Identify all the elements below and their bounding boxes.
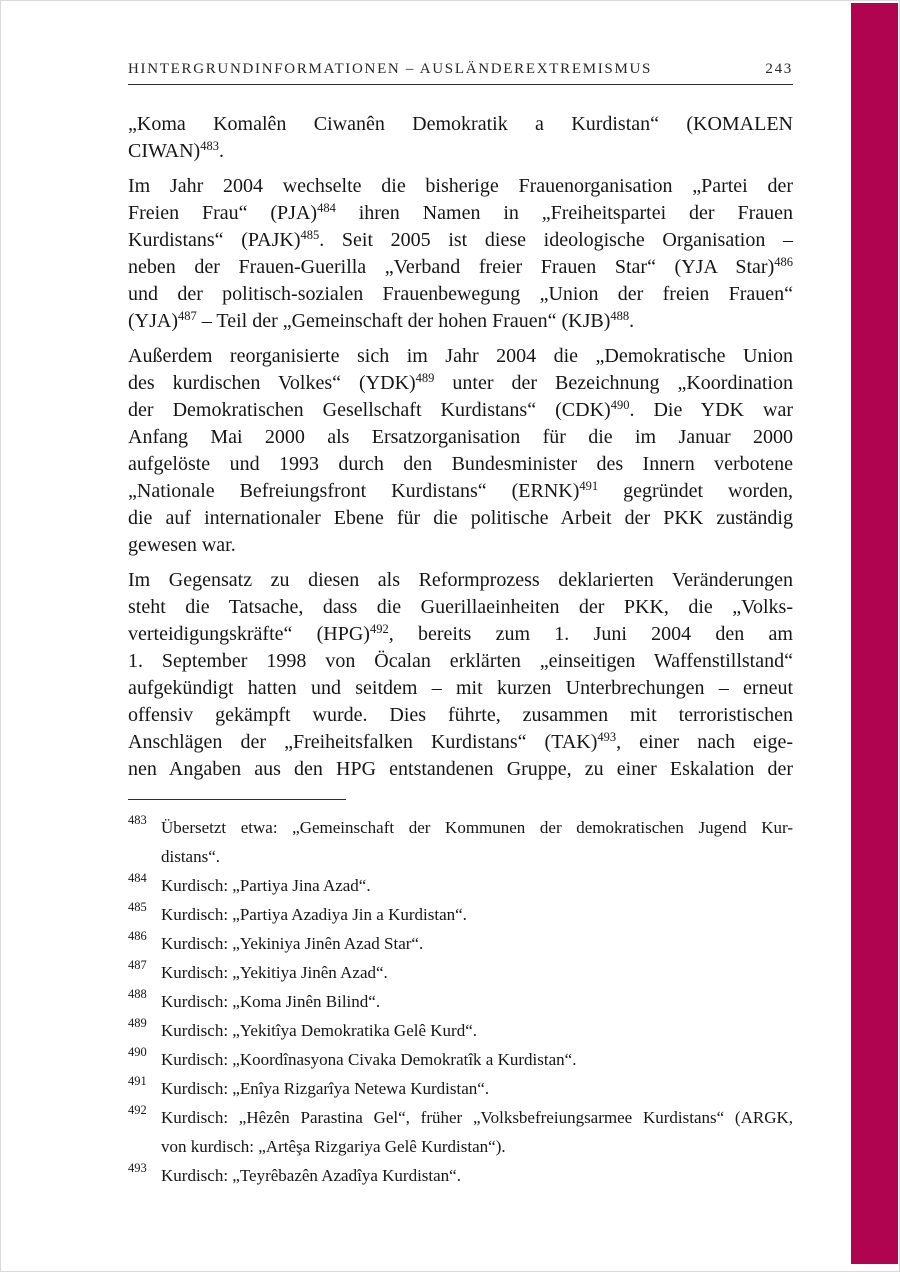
body-line: offensiv gekämpft wurde. Dies führte, zusammen mit terroristischen (128, 704, 793, 726)
footnote-ref: 491 (579, 479, 599, 493)
footnote-number: 485 (128, 900, 147, 914)
body-line: nen Angaben aus den HPG entstandenen Gruppe, zu einer Eskalation der (128, 758, 793, 780)
body-line: des kurdischen Volkes“ (YDK)$^{489}$ unter der Bezeichnung „Koordination (128, 371, 793, 394)
footnote-ref: 492 (369, 622, 389, 636)
body-line: und der politisch-sozialen Frauenbewegung „Union der freien Frauen“ (128, 283, 793, 305)
footnote-number: 493 (128, 1161, 147, 1175)
running-header (128, 61, 793, 85)
footnote-text: Kurdisch: „Partiya Azadiya Jin a Kurdistan“. (161, 905, 467, 924)
body-line: neben der Frauen-Guerilla „Verband freier Frauen Star“ (YJA Star)$^{486}$ (128, 255, 793, 278)
footnote-text: von kurdisch: „Artêşa Rizgariya Gelê Kurdistan“). (161, 1137, 506, 1156)
footnote-text: Kurdisch: „Hêzên Parastina Gel“, früher „Volksbefreiungsarmee Kurdistans“ (ARGK, (161, 1108, 793, 1127)
body-line: Kurdistans“ (PAJK)$^{485}$. Seit 2005 ist diese ideologische Organisation – (128, 228, 793, 251)
body-line: CIWAN)$^{483}$. (128, 139, 224, 162)
footnote-ref: 489 (415, 371, 435, 385)
body-line: Außerdem reorganisierte sich im Jahr 2004 die „Demokratische Union (128, 345, 793, 367)
footnote-ref: 483 (200, 139, 219, 153)
footnote-item (128, 1045, 793, 1074)
footnote-number: 489 (128, 1016, 147, 1030)
footnote-number: 491 (128, 1074, 147, 1088)
body-line: aufgekündigt hatten und seitdem – mit kurzen Unterbrechungen – erneut (128, 677, 793, 699)
footnote-text: distans“. (161, 847, 221, 866)
body-line: aufgelöste und 1993 durch den Bundesminister des Innern verbotene (128, 453, 793, 475)
body-line: „Nationale Befreiungsfront Kurdistans“ (ERNK)$^{491}$ gegründet worden, (128, 479, 794, 502)
body-line: Im Jahr 2004 wechselte die bisherige Frauenorganisation „Partei der (128, 175, 793, 197)
footnote-item (128, 929, 793, 958)
body-line: gewesen war. (128, 534, 236, 556)
footnote-item (128, 871, 793, 900)
footnote-text: Kurdisch: „Teyrêbazên Azadîya Kurdistan“. (161, 1166, 461, 1185)
body-line: steht die Tatsache, dass die Guerillaeinheiten der PKK, die „Volks- (128, 596, 793, 618)
footnote-item (128, 813, 793, 871)
body-line: (YJA)$^{487}$ – Teil der „Gemeinschaft der hohen Frauen“ (KJB)$^{488}$. (128, 309, 635, 332)
footnote-number: 486 (128, 929, 147, 943)
footnote-number: 492 (128, 1103, 147, 1117)
header-title: HINTERGRUNDINFORMATIONEN – AUSLÄNDEREXTREMISMUS (128, 61, 653, 77)
page-content (128, 1, 793, 1190)
footnote-number: 484 (128, 871, 147, 885)
footnote-item (128, 1161, 793, 1190)
body-line: „Koma Komalên Ciwanên Demokratik a Kurdistan“ (KOMALEN (128, 113, 793, 135)
footnote-ref: 485 (300, 228, 320, 242)
paragraph (128, 343, 793, 559)
body-line: Anfang Mai 2000 als Ersatzorganisation für die im Januar 2000 (128, 426, 793, 448)
body-line: Anschlägen der „Freiheitsfalken Kurdistans“ (TAK)$^{493}$, einer nach eige- (128, 730, 793, 753)
footnote-number: 488 (128, 987, 147, 1001)
body-line: Im Gegensatz zu diesen als Reformprozess deklarierten Veränderungen (128, 569, 793, 591)
footnote-text: Übersetzt etwa: „Gemeinschaft der Kommunen der demokratischen Jugend Kur- (161, 818, 793, 837)
body-line: die auf internationaler Ebene für die politische Arbeit der PKK zuständig (128, 507, 793, 529)
footnote-item (128, 1074, 793, 1103)
footnote-number: 483 (128, 813, 147, 827)
footnote-item (128, 1103, 793, 1161)
footnote-ref: 488 (610, 309, 630, 323)
footnote-text: Kurdisch: „Koordînasyona Civaka Demokratîk a Kurdistan“. (161, 1050, 577, 1069)
footnote-text: Kurdisch: „Koma Jinên Bilind“. (161, 992, 381, 1011)
footnote-text: Kurdisch: „Partiya Jina Azad“. (161, 876, 371, 895)
footnote-text: Kurdisch: „Yekitiya Jinên Azad“. (161, 963, 388, 982)
footnote-ref: 487 (178, 309, 197, 323)
footnote-number: 487 (128, 958, 147, 972)
footnote-ref: 484 (317, 201, 336, 215)
footnote-item (128, 1016, 793, 1045)
page-number: 243 (765, 61, 793, 77)
footnote-text: Kurdisch: „Enîya Rizgarîya Netewa Kurdistan“. (161, 1079, 490, 1098)
footnote-text: Kurdisch: „Yekiniya Jinên Azad Star“. (161, 934, 424, 953)
footnote-number: 490 (128, 1045, 147, 1059)
paragraph (128, 567, 793, 783)
body-line: der Demokratischen Gesellschaft Kurdistans“ (CDK)$^{490}$. Die YDK war (128, 398, 793, 421)
footnote-item (128, 900, 793, 929)
paragraph (128, 173, 793, 335)
footnotes (128, 813, 793, 1190)
body-line: 1. September 1998 von Öcalan erklärten „einseitigen Waffenstillstand“ (128, 650, 793, 672)
body-line: verteidigungskräfte“ (HPG)$^{492}$, bereits zum 1. Juni 2004 den am (128, 622, 793, 645)
footnote-ref: 493 (597, 730, 617, 744)
footnote-separator (128, 799, 346, 800)
footnote-text: Kurdisch: „Yekitîya Demokratika Gelê Kurd“. (161, 1021, 477, 1040)
footnote-ref: 490 (610, 398, 630, 412)
footnote-item (128, 987, 793, 1016)
accent-bar (851, 3, 898, 1264)
body-text (128, 111, 793, 783)
footnote-item (128, 958, 793, 987)
footnote-ref: 486 (774, 255, 793, 269)
body-line: Freien Frau“ (PJA)$^{484}$ ihren Namen in „Freiheitspartei der Frauen (128, 201, 793, 224)
paragraph (128, 111, 793, 165)
